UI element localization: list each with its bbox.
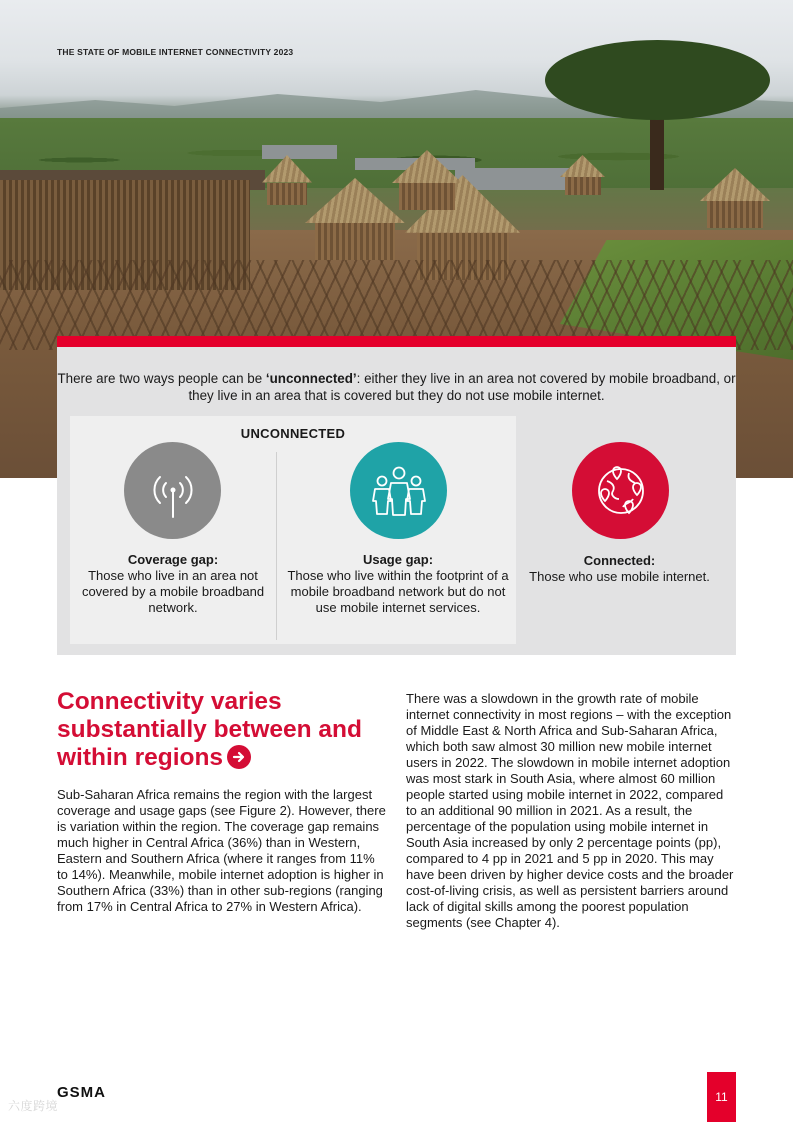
round-hut [305,178,405,260]
report-title: THE STATE OF MOBILE INTERNET CONNECTIVITY 2023 [57,47,294,57]
page-number: 11 [715,1090,728,1104]
connected-text: Those who use mobile internet. [529,569,710,584]
usage-gap-title: Usage gap: [362,552,434,567]
round-hut [392,150,462,210]
panel-intro: There are two ways people can be ‘unconnected’: either they live in an area not covered by mobile broadband, or they live in an area that is covered but they do not use mobile internet. [57,371,736,403]
coverage-gap-title: Coverage gap: [127,552,219,567]
coverage-gap-column [76,552,270,616]
round-hut [700,168,770,228]
usage-gap-text: Those who live within the footprint of a mobile broadband network but do not use mobile internet services. [287,568,509,615]
round-hut [560,155,605,195]
coverage-gap-text: Those who live in an area not covered by a mobile broadband network. [81,568,265,615]
info-panel [57,336,736,655]
globe-locations-icon [572,442,669,539]
page-number-box [707,1072,736,1122]
arrow-right-icon[interactable] [227,745,251,769]
divider [276,452,277,640]
gsma-logo: GSMA [57,1084,106,1101]
watermark: 六度跨境 [8,1099,59,1113]
unconnected-title: UNCONNECTED [240,426,346,441]
unconnected-box [70,416,516,644]
section-heading: Connectivity varies substantially between and within regions [57,688,362,771]
people-group-icon [350,442,447,539]
right-paragraph: There was a slowdown in the growth rate of mobile internet connectivity in most regions – with the exception of Middle East & North Africa and Sub-Saharan Africa, which both saw almost 30 million new mobile internet users in 2022. The slowdown in mobile internet adoption was most stark in South Asia, where almost 60 million people started using mobile internet in 2022, compared to an additional 90 million in 2021. As a result, the percentage of the population using mobile internet in South Asia increased by only 2 percentage points (pp), compared to 4 pp in 2021 and 5 pp in 2020. This may have been driven by higher device costs and the broader cost-of-living crisis, as well as persistent barriers around lack of digital skills among the poorest population segments (see Chapter 4). [406,691,734,930]
connected-column [527,553,712,585]
intro-bold: ‘unconnected’ [265,371,357,386]
round-hut [262,155,312,205]
antenna-signal-icon [124,442,221,539]
red-accent-bar [57,336,736,347]
left-paragraph: Sub-Saharan Africa remains the region with the largest coverage and usage gaps (see Figure 2). However, there is variation within the region. The coverage gap remains much higher in Central Africa (36%) than in Western, Eastern and Southern Africa (where it ranges from 11% to 14%). Meanwhile, mobile internet adoption is higher in Southern Africa (33%) than in other sub-regions (ranging from 17% in Central Africa to 27% in Western Africa). [57,787,386,914]
connected-title: Connected: [583,553,656,568]
usage-gap-column [282,552,514,616]
